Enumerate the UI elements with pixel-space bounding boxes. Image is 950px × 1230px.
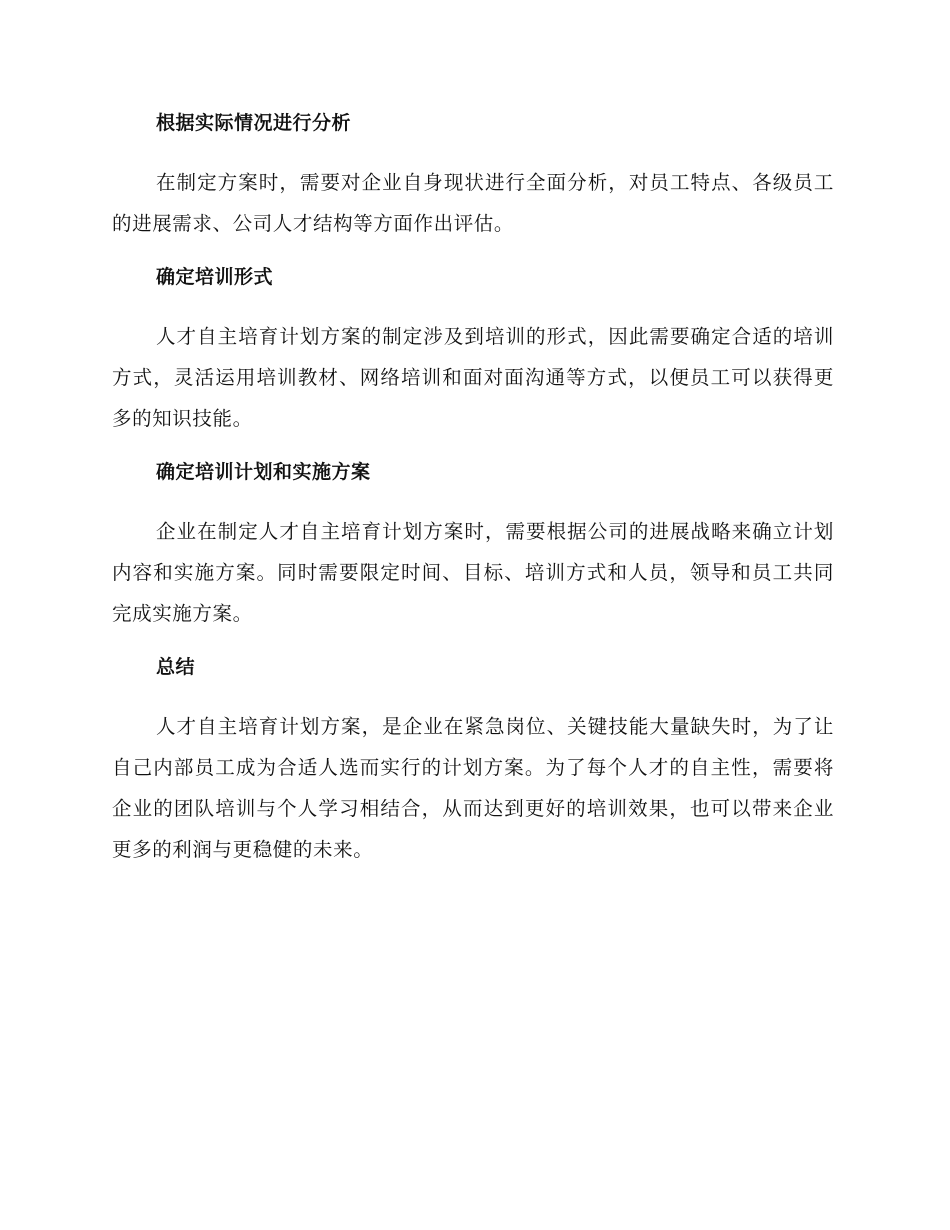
section-training-form — [112, 262, 834, 439]
section-heading: 确定培训计划和实施方案 — [156, 461, 371, 483]
section-analysis — [112, 108, 834, 244]
section-paragraph: 人才自主培育计划方案，是企业在紧急岗位、关键技能大量缺失时，为了让自己内部员工成为合适人选而实行的计划方案。为了每个人才的自主性，需要将企业的团队培训与个人学习相结合，从而达到更好的培训效果，也可以带来企业更多的利润与更稳健的未来。 — [112, 715, 834, 861]
document-page — [112, 108, 834, 888]
section-paragraph: 在制定方案时，需要对企业自身现状进行全面分析，对员工特点、各级员工的进展需求、公司人才结构等方面作出评估。 — [112, 171, 834, 235]
section-paragraph: 企业在制定人才自主培育计划方案时，需要根据公司的进展战略来确立计划内容和实施方案。同时需要限定时间、目标、培训方式和人员，领导和员工共同完成实施方案。 — [112, 520, 834, 625]
section-heading: 总结 — [156, 656, 196, 678]
section-heading: 根据实际情况进行分析 — [156, 112, 352, 134]
section-paragraph: 人才自主培育计划方案的制定涉及到培训的形式，因此需要确定合适的培训方式，灵活运用培训教材、网络培训和面对面沟通等方式，以便员工可以获得更多的知识技能。 — [112, 325, 834, 430]
section-summary — [112, 652, 834, 870]
section-training-plan — [112, 457, 834, 634]
section-heading: 确定培训形式 — [156, 266, 274, 288]
